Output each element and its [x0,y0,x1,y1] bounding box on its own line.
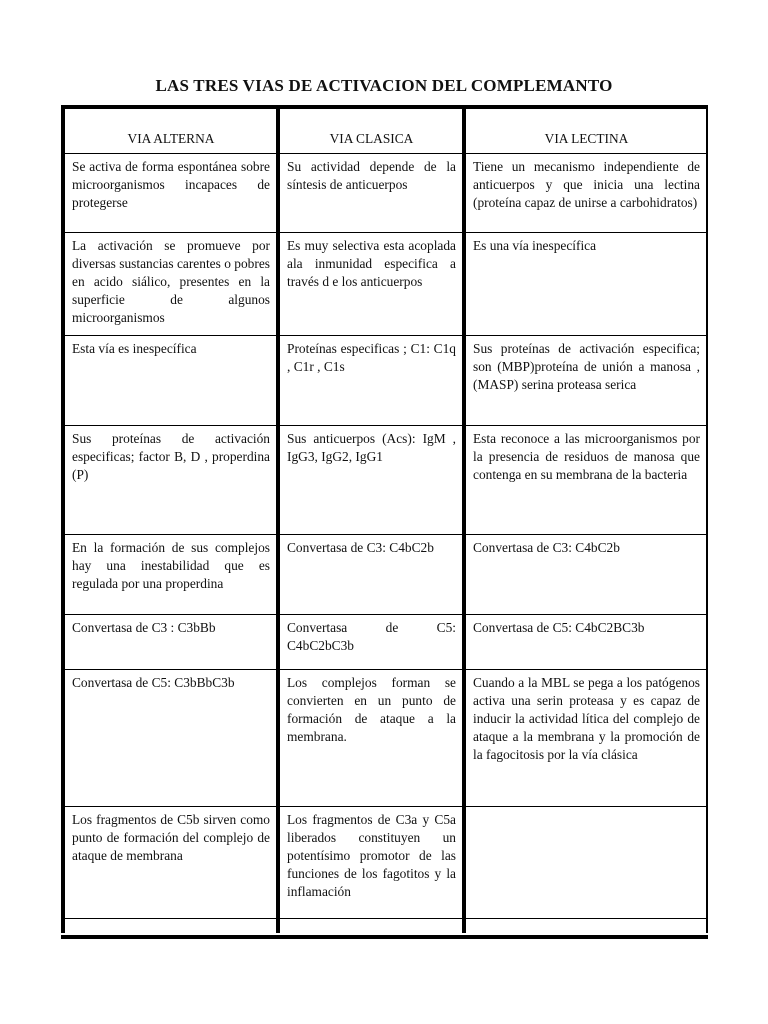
cell-via-clasica: Proteínas especificas ; C1: C1q , C1r , C1s [280,336,466,426]
table-row [61,807,708,919]
cell-via-lectina: Cuando a la MBL se pega a los patógenos activa una serin proteasa y es capaz de inducir la actividad lítica del complejo de ataque a la membrana y la promoción de la fagocitosis por la vía clásica [466,670,708,807]
header-via-clasica: VIA CLASICA [280,109,466,154]
cell-via-lectina [466,807,708,919]
cell-via-alterna: Convertasa de C3 : C3bBb [61,615,280,670]
cell-via-lectina: Esta reconoce a las microorganismos por la presencia de residuos de manosa que contenga en su membrana de la bacteria [466,426,708,535]
cell-via-lectina: Convertasa de C5: C4bC2BC3b [466,615,708,670]
cell-via-alterna: Convertasa de C5: C3bBbC3b [61,670,280,807]
table-grid [61,109,708,919]
table-row [61,426,708,535]
comparison-table [61,105,708,939]
cell-via-clasica: Los complejos forman se convierten en un punto de formación de ataque a la membrana. [280,670,466,807]
cell-via-clasica: Sus anticuerpos (Acs): IgM , IgG3, IgG2, IgG1 [280,426,466,535]
cell-via-clasica: Convertasa de C5: C4bC2bC3b [280,615,466,670]
table-row [61,233,708,336]
cell-via-alterna: Sus proteínas de activación especificas; factor B, D , properdina (P) [61,426,280,535]
cell-via-alterna: Se activa de forma espontánea sobre microorganismos incapaces de protegerse [61,154,280,233]
cell-via-lectina: Sus proteínas de activación especifica; son (MBP)proteína de unión a manosa ,(MASP) serina proteasa serica [466,336,708,426]
table-bottom-rule [61,935,708,939]
cell-via-lectina: Tiene un mecanismo independiente de anticuerpos y que inicia una lectina (proteína capaz de unirse a carbohidratos) [466,154,708,233]
table-row [61,670,708,807]
table-row [61,336,708,426]
header-via-alterna: VIA ALTERNA [61,109,280,154]
table-header-row [61,109,708,154]
document-title: LAS TRES VIAS DE ACTIVACION DEL COMPLEMANTO [155,76,613,95]
cell-via-alterna: En la formación de sus complejos hay una inestabilidad que es regulada por una properdina [61,535,280,615]
cell-via-alterna: Esta vía es inespecífica [61,336,280,426]
cell-via-clasica: Convertasa de C3: C4bC2b [280,535,466,615]
cell-via-alterna: Los fragmentos de C5b sirven como punto de formación del complejo de ataque de membrana [61,807,280,919]
cell-via-lectina: Es una vía inespecífica [466,233,708,336]
table-row [61,154,708,233]
table-bottom-spacer [61,919,708,933]
header-via-lectina: VIA LECTINA [466,109,708,154]
table-row [61,615,708,670]
cell-via-alterna: La activación se promueve por diversas sustancias carentes o pobres en acido siálico, presentes en la superficie de algunos microorganismos [61,233,280,336]
cell-via-clasica: Es muy selectiva esta acoplada ala inmunidad especifica a través d e los anticuerpos [280,233,466,336]
cell-via-clasica: Su actividad depende de la síntesis de anticuerpos [280,154,466,233]
table-row [61,535,708,615]
cell-via-lectina: Convertasa de C3: C4bC2b [466,535,708,615]
cell-via-clasica: Los fragmentos de C3a y C5a liberados constituyen un potentísimo promotor de las funciones de los fagotitos y la inflamación [280,807,466,919]
